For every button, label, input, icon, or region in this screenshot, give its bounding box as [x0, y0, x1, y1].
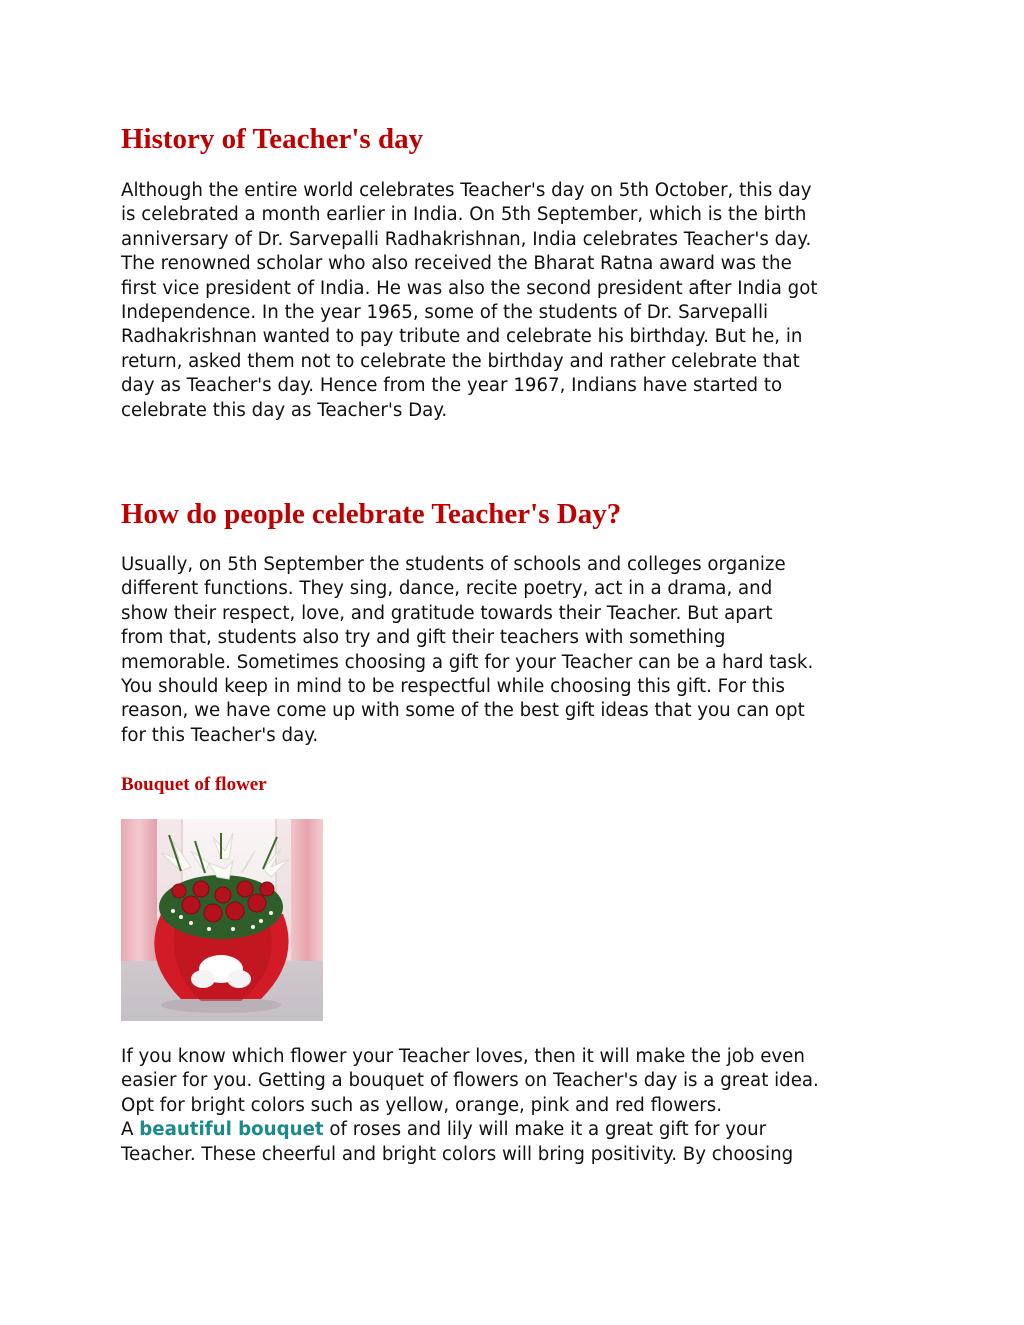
paragraph-line: is celebrated a month earlier in India. On 5th September, which is the birth: [121, 204, 807, 226]
line-suffix: of roses and lily will make it a great gift for your: [323, 1119, 767, 1141]
paragraph-line: Radhakrishnan wanted to pay tribute and celebrate his birthday. But he, in: [121, 326, 803, 348]
paragraph-line: from that, students also try and gift their teachers with something: [121, 627, 726, 649]
beautiful-bouquet-link[interactable]: beautiful bouquet: [139, 1119, 324, 1141]
paragraph-line: Opt for bright colors such as yellow, orange, pink and red flowers.: [121, 1094, 722, 1116]
paragraph-line: Usually, on 5th September the students of schools and colleges organize: [121, 554, 786, 575]
paragraph-line: show their respect, love, and gratitude towards their Teacher. But apart: [121, 602, 773, 624]
paragraph-line: reason, we have come up with some of the best gift ideas that you can opt: [121, 700, 805, 722]
line-prefix: A: [121, 1119, 140, 1141]
paragraph-line: You should keep in mind to be respectful while choosing this gift. For this: [121, 676, 786, 698]
paragraph-line: If you know which flower your Teacher loves, then it will make the job even: [121, 1046, 805, 1067]
bouquet-paragraph: [121, 1045, 819, 1167]
paragraph-line: for this Teacher's day.: [121, 724, 319, 746]
paragraph-line: The renowned scholar who also received the Bharat Ratna award was the: [121, 253, 792, 275]
paragraph-line-with-link: [121, 1118, 819, 1142]
paragraph-line: memorable. Sometimes choosing a gift for your Teacher can be a hard task.: [121, 651, 814, 673]
paragraph-line: different functions. They sing, dance, recite poetry, act in a drama, and: [121, 578, 773, 600]
paragraph-line: Although the entire world celebrates Teacher's day on 5th October, this day: [121, 180, 812, 201]
paragraph-line: first vice president of India. He was also the second president after India got: [121, 277, 818, 299]
bouquet-image: [121, 819, 323, 1021]
paragraph-line: anniversary of Dr. Sarvepalli Radhakrishnan, India celebrates Teacher's day.: [121, 228, 812, 250]
bouquet-subheading: Bouquet of flower: [121, 774, 267, 795]
paragraph-line: day as Teacher's day. Hence from the year 1967, Indians have started to: [121, 375, 783, 397]
history-heading: History of Teacher's day: [121, 123, 424, 155]
celebrate-paragraph: [121, 553, 813, 748]
paragraph-line: Independence. In the year 1965, some of the students of Dr. Sarvepalli: [121, 302, 769, 324]
paragraph-line: Teacher. These cheerful and bright colors will bring positivity. By choosing: [121, 1143, 794, 1165]
paragraph-line: return, asked them not to celebrate the birthday and rather celebrate that: [121, 350, 800, 372]
celebrate-heading: How do people celebrate Teacher's Day?: [121, 498, 622, 530]
paragraph-line: celebrate this day as Teacher's Day.: [121, 399, 448, 421]
paragraph-line: easier for you. Getting a bouquet of flowers on Teacher's day is a great idea.: [121, 1070, 819, 1092]
history-paragraph: [121, 179, 817, 423]
